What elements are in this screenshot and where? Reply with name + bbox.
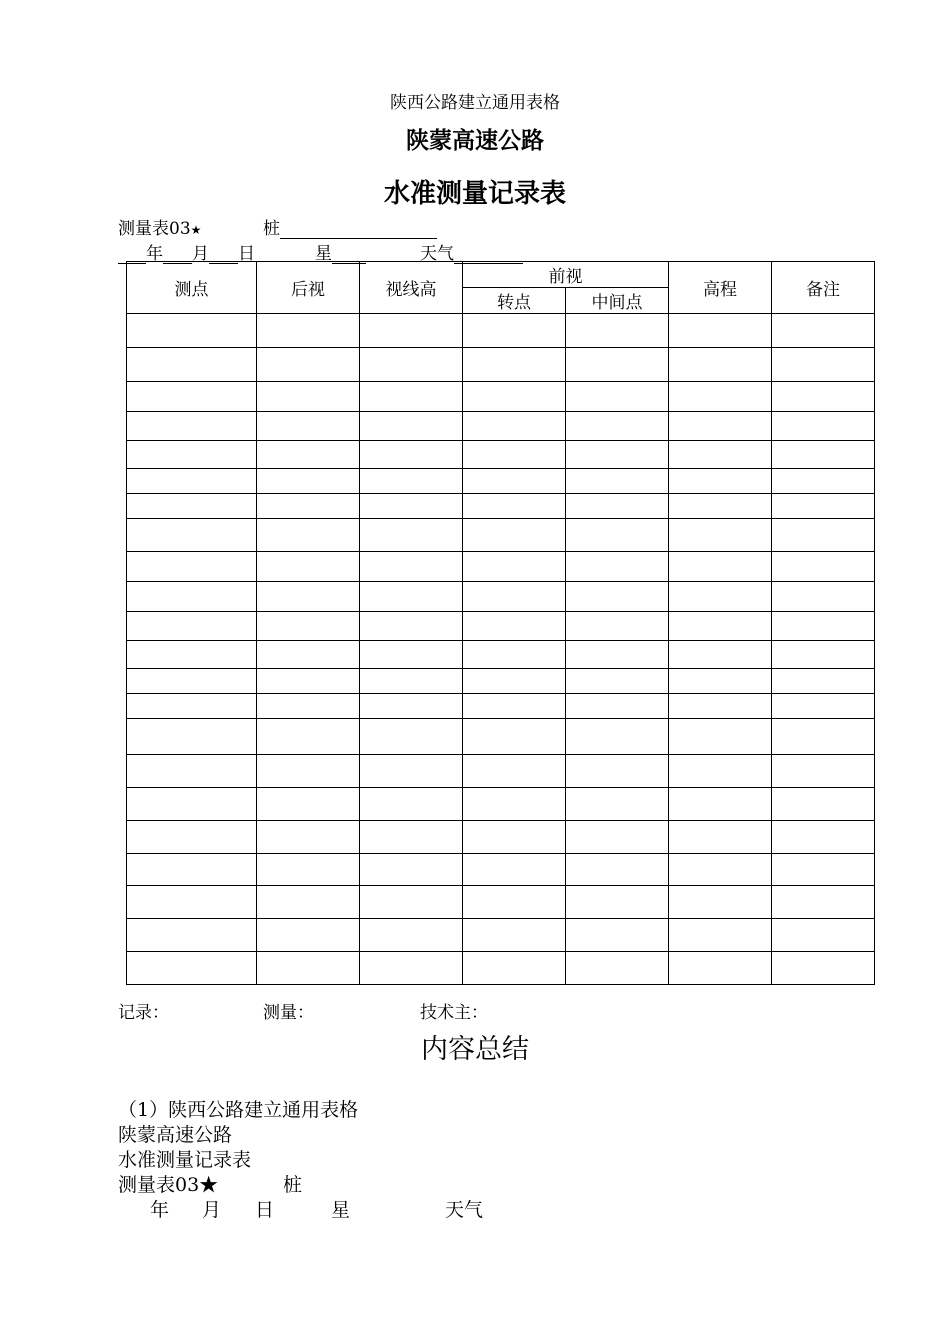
table-cell[interactable] [566,854,669,886]
table-cell[interactable] [257,348,360,382]
table-cell[interactable] [772,755,875,788]
table-cell[interactable] [257,494,360,519]
table-cell[interactable] [772,788,875,821]
table-cell[interactable] [463,412,566,441]
table-cell[interactable] [772,494,875,519]
table-cell[interactable] [566,469,669,494]
pile-blank[interactable] [280,221,437,239]
table-cell[interactable] [257,919,360,952]
table-row [127,669,875,694]
table-cell[interactable] [463,441,566,469]
table-cell[interactable] [463,314,566,348]
table-cell[interactable] [669,469,772,494]
table-cell[interactable] [127,519,257,552]
table-cell[interactable] [127,719,257,755]
table-cell[interactable] [127,348,257,382]
table-row [127,582,875,612]
table-cell[interactable] [463,719,566,755]
table-cell[interactable] [257,441,360,469]
table-cell[interactable] [257,582,360,612]
table-cell[interactable] [669,821,772,854]
table-cell[interactable] [463,469,566,494]
table-cell[interactable] [127,441,257,469]
table-cell[interactable] [257,669,360,694]
summary-weather: 天气 [445,1199,484,1221]
table-cell[interactable] [127,382,257,412]
table-cell[interactable] [360,719,463,755]
table-cell[interactable] [360,469,463,494]
table-cell[interactable] [772,919,875,952]
table-cell[interactable] [772,886,875,919]
table-cell[interactable] [566,788,669,821]
table-cell[interactable] [463,552,566,582]
pile-label: 桩 [263,219,280,239]
table-cell[interactable] [257,694,360,719]
surveyor-label: 测量： [263,1003,314,1023]
table-cell[interactable] [257,886,360,919]
table-row [127,821,875,854]
table-cell[interactable] [463,952,566,985]
table-cell[interactable] [669,412,772,441]
table-cell[interactable] [669,886,772,919]
table-cell[interactable] [360,854,463,886]
header-intermediate-point: 中间点 [566,288,669,314]
summary-line-4-pile: 桩 [283,1174,303,1196]
table-cell[interactable] [772,441,875,469]
table-row [127,612,875,641]
table-cell[interactable] [127,821,257,854]
weekday-label: 星 [315,244,332,264]
table-cell[interactable] [772,519,875,552]
summary-line-3: 水准测量记录表 [118,1149,252,1171]
table-cell[interactable] [360,494,463,519]
summary-month: 月 [202,1199,222,1221]
table-cell[interactable] [360,886,463,919]
table-cell[interactable] [360,412,463,441]
table-cell[interactable] [127,641,257,669]
table-cell[interactable] [669,952,772,985]
table-row [127,919,875,952]
table-cell[interactable] [463,755,566,788]
form-code: 测量表03 [118,219,191,239]
table-cell[interactable] [127,612,257,641]
recorder-label: 记录： [118,1003,169,1023]
table-cell[interactable] [772,821,875,854]
table-cell[interactable] [127,854,257,886]
table-cell[interactable] [463,919,566,952]
table-cell[interactable] [257,314,360,348]
table-cell[interactable] [566,919,669,952]
table-cell[interactable] [257,519,360,552]
table-cell[interactable] [566,669,669,694]
summary-weekday: 星 [331,1199,351,1221]
table-cell[interactable] [463,669,566,694]
summary-year: 年 [150,1199,170,1221]
table-cell[interactable] [772,552,875,582]
table-cell[interactable] [360,552,463,582]
table-cell[interactable] [127,694,257,719]
table-row [127,719,875,755]
table-cell[interactable] [669,348,772,382]
table-cell[interactable] [360,821,463,854]
header-station: 测点 [127,262,257,314]
table-cell[interactable] [669,641,772,669]
table-cell[interactable] [772,641,875,669]
form-code-line [118,214,201,239]
table-cell[interactable] [669,854,772,886]
table-cell[interactable] [127,669,257,694]
header-elevation: 高程 [669,262,772,314]
table-row [127,348,875,382]
summary-day: 日 [255,1199,275,1221]
table-row [127,519,875,552]
table-cell[interactable] [257,788,360,821]
level-survey-table [126,261,875,985]
header-remarks: 备注 [772,262,875,314]
summary-line-4-code: 测量表03★ [118,1174,219,1196]
table-cell[interactable] [360,348,463,382]
table-cell[interactable] [360,669,463,694]
table-cell[interactable] [257,821,360,854]
table-cell[interactable] [772,719,875,755]
table-cell[interactable] [257,612,360,641]
summary-line-1: （1）陕西公路建立通用表格 [118,1099,359,1121]
table-cell[interactable] [127,886,257,919]
table-cell[interactable] [669,669,772,694]
table-cell[interactable] [463,382,566,412]
table-cell[interactable] [566,412,669,441]
table-cell[interactable] [463,612,566,641]
day-label: 日 [238,244,255,264]
table-cell[interactable] [566,494,669,519]
table-cell[interactable] [566,694,669,719]
road-title: 陕蒙高速公路 [406,128,544,154]
table-row [127,952,875,985]
form-title: 水准测量记录表 [383,179,566,209]
table-cell[interactable] [566,314,669,348]
table-cell[interactable] [257,641,360,669]
table-cell[interactable] [127,469,257,494]
header-row-1 [127,262,875,288]
table-cell[interactable] [257,755,360,788]
table-cell[interactable] [772,314,875,348]
header-turning-point: 转点 [463,288,566,314]
table-cell[interactable] [772,382,875,412]
table-cell[interactable] [127,582,257,612]
table-cell[interactable] [566,519,669,552]
header-backsight: 后视 [257,262,360,314]
weather-label: 天气 [420,244,454,264]
table-cell[interactable] [566,552,669,582]
table-cell[interactable] [463,694,566,719]
table-cell[interactable] [360,788,463,821]
table-cell[interactable] [772,469,875,494]
table-cell[interactable] [127,552,257,582]
table-row [127,694,875,719]
summary-line-2: 陕蒙高速公路 [118,1124,233,1146]
month-label: 月 [192,244,209,264]
table-cell[interactable] [566,348,669,382]
table-cell[interactable] [257,382,360,412]
table-cell[interactable] [566,582,669,612]
star-icon: ★ [190,223,202,237]
table-cell[interactable] [360,314,463,348]
table-cell[interactable] [669,755,772,788]
table-cell[interactable] [127,494,257,519]
table-row [127,854,875,886]
table-cell[interactable] [772,854,875,886]
table-cell[interactable] [127,755,257,788]
table-cell[interactable] [772,582,875,612]
table-cell[interactable] [463,348,566,382]
pile-field [263,214,437,239]
table-row [127,788,875,821]
table-cell[interactable] [360,952,463,985]
table-row [127,494,875,519]
table-row [127,552,875,582]
table-cell[interactable] [669,719,772,755]
table-cell[interactable] [463,821,566,854]
table-row [127,886,875,919]
table-cell[interactable] [127,314,257,348]
table-cell[interactable] [463,886,566,919]
year-label: 年 [146,244,163,264]
table-cell[interactable] [360,919,463,952]
table-cell[interactable] [772,952,875,985]
table-cell[interactable] [127,952,257,985]
table-cell[interactable] [566,886,669,919]
table-cell[interactable] [669,552,772,582]
table-cell[interactable] [669,314,772,348]
table-row [127,382,875,412]
table-cell[interactable] [669,582,772,612]
table-cell[interactable] [127,788,257,821]
table-cell[interactable] [669,788,772,821]
table-cell[interactable] [463,641,566,669]
table-cell[interactable] [463,854,566,886]
table-cell[interactable] [360,612,463,641]
table-cell[interactable] [772,669,875,694]
table-cell[interactable] [360,441,463,469]
table-row [127,755,875,788]
table-cell[interactable] [566,952,669,985]
table-row [127,441,875,469]
table-cell[interactable] [669,441,772,469]
table-cell[interactable] [463,494,566,519]
table-cell[interactable] [257,952,360,985]
table-cell[interactable] [360,519,463,552]
header-sight-height: 视线高 [360,262,463,314]
table-row [127,314,875,348]
table-cell[interactable] [257,854,360,886]
table-cell[interactable] [257,412,360,441]
table-cell[interactable] [669,519,772,552]
table-cell[interactable] [772,412,875,441]
table-cell[interactable] [566,382,669,412]
table-row [127,641,875,669]
table-cell[interactable] [463,519,566,552]
table-cell[interactable] [772,612,875,641]
table-cell[interactable] [127,412,257,441]
table-cell[interactable] [463,582,566,612]
table-cell[interactable] [127,919,257,952]
summary-title: 内容总结 [421,1034,529,1065]
table-cell[interactable] [772,694,875,719]
table-cell[interactable] [360,382,463,412]
table-cell[interactable] [566,719,669,755]
table-cell[interactable] [360,694,463,719]
table-cell[interactable] [669,494,772,519]
table-cell[interactable] [360,755,463,788]
top-note: 陕西公路建立通用表格 [390,93,560,113]
table-cell[interactable] [566,821,669,854]
table-row [127,469,875,494]
tech-lead-label: 技术主： [420,1003,488,1023]
table-cell[interactable] [566,441,669,469]
table-cell[interactable] [360,641,463,669]
table-cell[interactable] [669,382,772,412]
table-cell[interactable] [257,552,360,582]
table-cell[interactable] [566,612,669,641]
table-cell[interactable] [669,919,772,952]
table-cell[interactable] [257,719,360,755]
table-cell[interactable] [669,694,772,719]
table-cell[interactable] [360,582,463,612]
table-cell[interactable] [772,348,875,382]
table-cell[interactable] [669,612,772,641]
table-cell[interactable] [566,641,669,669]
header-foresight: 前视 [463,262,669,288]
table-cell[interactable] [257,469,360,494]
table-cell[interactable] [566,755,669,788]
table-row [127,412,875,441]
table-cell[interactable] [463,788,566,821]
